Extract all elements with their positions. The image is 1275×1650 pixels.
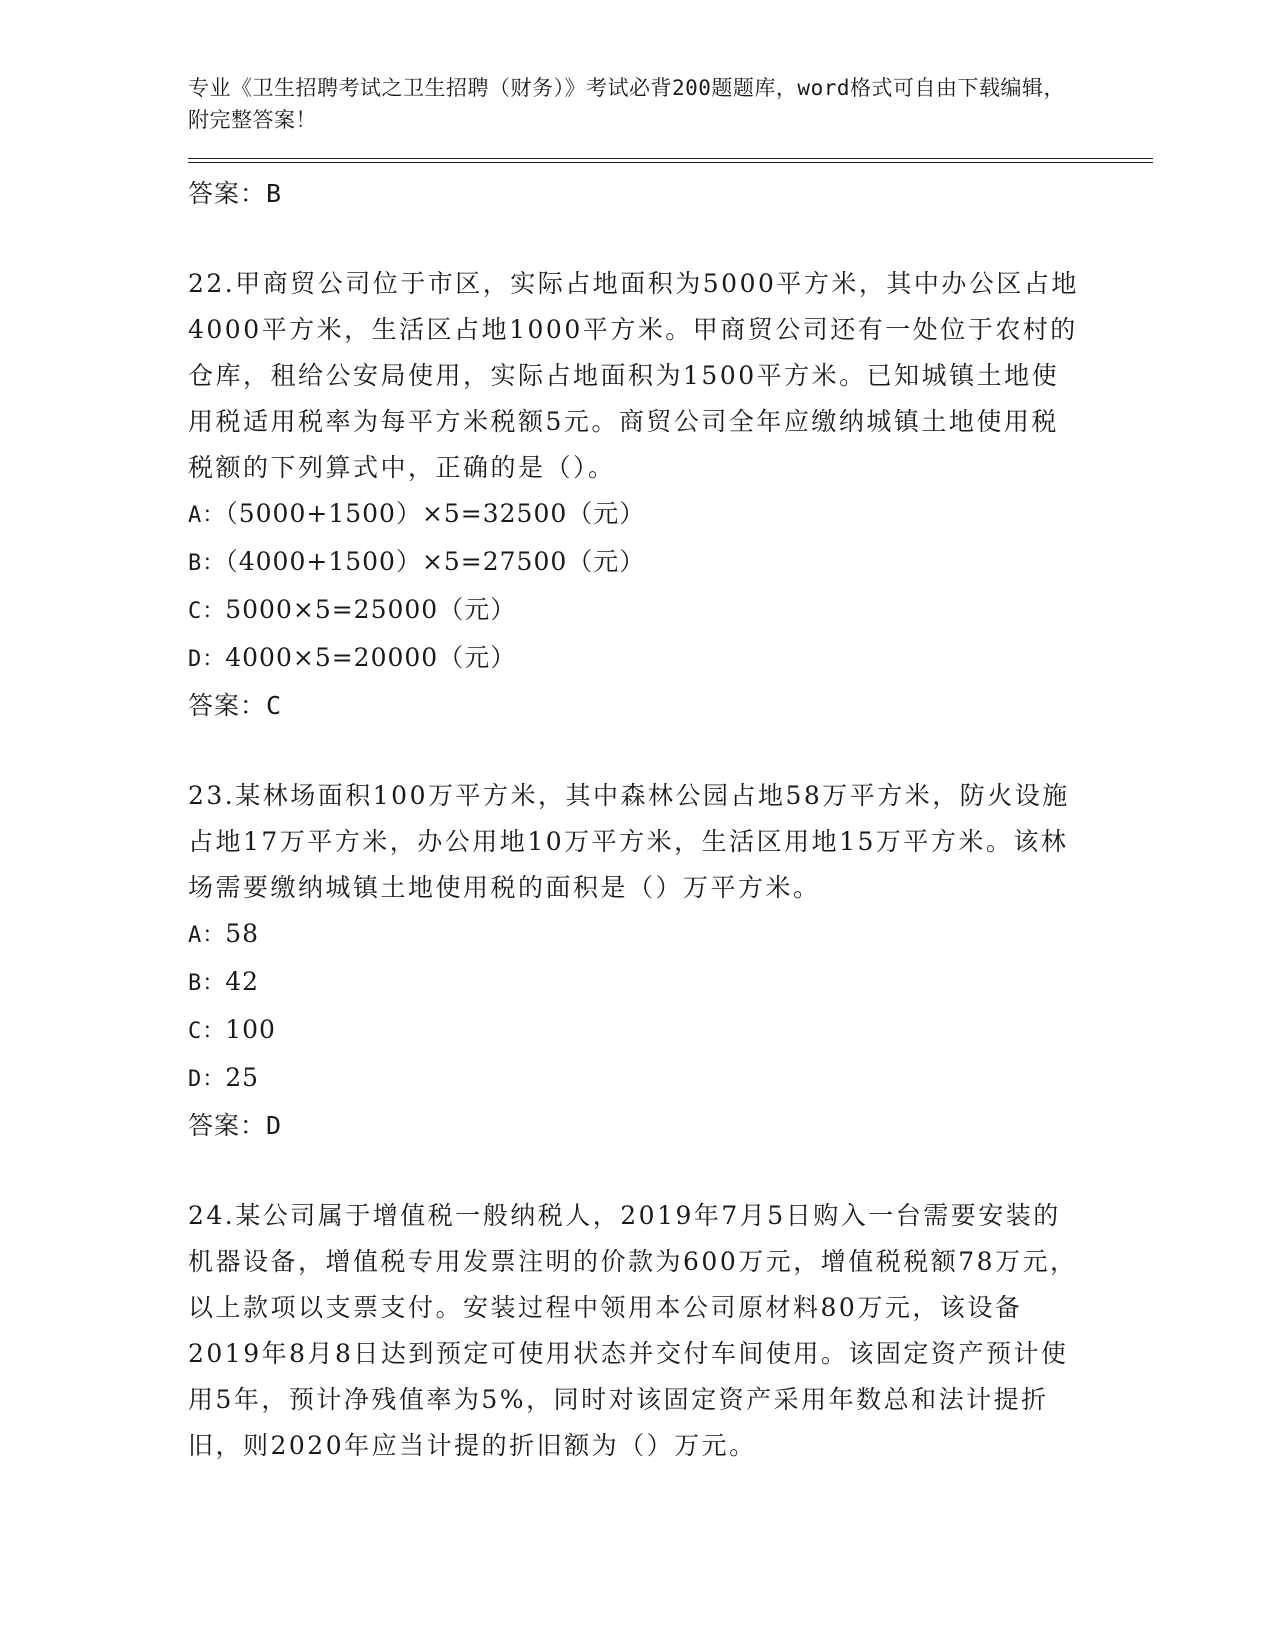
question-text: 某公司属于增值税一般纳税人，2019年7月5日购入一台需要安装的机器设备，增值税专用发票注明的价款为600万元，增值税税额78万元，以上款项以支票支付。安装过程中领用本公司原材料80万元，该设备2019年8月8日达到预定可使用状态并交付车间使用。该固定资产预计使用5年，预计净残值率为5%，同时对该固定资产采用年数总和法计提折旧，则2020年应当计提的折旧额为（）万元。	[188, 1201, 1078, 1460]
option-label: A：	[188, 503, 226, 528]
question-number: 23.	[188, 781, 236, 810]
header-divider	[188, 158, 1153, 163]
option-text: 58	[225, 919, 260, 948]
option-b	[188, 959, 1148, 1007]
option-c	[188, 1007, 1148, 1055]
option-b	[188, 539, 1148, 587]
divider-line-top	[188, 158, 1153, 159]
question-22	[188, 261, 1083, 491]
option-text: 100	[225, 1015, 276, 1044]
question-23	[188, 773, 1083, 911]
page-header: 专业《卫生招聘考试之卫生招聘（财务）》考试必背200题题库，word格式可自由下载编辑，附完整答案！	[188, 76, 1065, 132]
option-text: 4000×5=20000（元）	[225, 643, 517, 672]
option-label: D：	[188, 1067, 226, 1092]
option-label: C：	[188, 1019, 226, 1044]
answer-q23: 答案：D	[188, 1111, 283, 1140]
option-label: B：	[188, 551, 226, 576]
option-c	[188, 587, 1148, 635]
option-d	[188, 1055, 1148, 1103]
option-label: D：	[188, 647, 226, 672]
option-text: （5000+1500）×5=32500（元）	[225, 499, 646, 528]
answer-q21: 答案：B	[188, 179, 283, 208]
question-text: 甲商贸公司位于市区，实际占地面积为5000平方米，其中办公区占地4000平方米，生活区占地1000平方米。甲商贸公司还有一处位于农村的仓库，租给公安局使用，实际占地面积为1500平方米。已知城镇土地使用税适用税率为每平方米税额5元。商贸公司全年应缴纳城镇土地使用税税额的下列算式中，正确的是（）。	[188, 269, 1079, 482]
answer-q22: 答案：C	[188, 691, 283, 720]
option-text: 42	[225, 967, 260, 996]
option-label: A：	[188, 923, 226, 948]
option-d	[188, 635, 1148, 683]
question-24	[188, 1193, 1083, 1469]
option-label: C：	[188, 599, 226, 624]
document-page	[188, 72, 1148, 1469]
option-text: 5000×5=25000（元）	[225, 595, 517, 624]
divider-line-bottom	[188, 162, 1153, 163]
option-text: （4000+1500）×5=27500（元）	[225, 547, 646, 576]
option-a	[188, 911, 1148, 959]
option-a	[188, 491, 1148, 539]
question-number: 24.	[188, 1201, 236, 1230]
option-text: 25	[225, 1063, 260, 1092]
option-label: B：	[188, 971, 226, 996]
question-number: 22.	[188, 269, 236, 298]
question-text: 某林场面积100万平方米，其中森林公园占地58万平方米，防火设施占地17万平方米，办公用地10万平方米，生活区用地15万平方米。该林场需要缴纳城镇土地使用税的面积是（）万平方米。	[188, 781, 1070, 902]
